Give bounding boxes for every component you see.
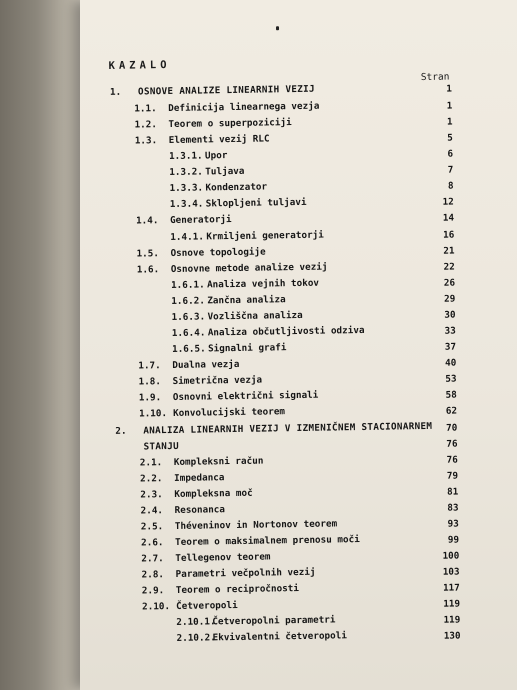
toc-entry-page: 40: [445, 357, 457, 369]
toc-entry-page: 29: [444, 293, 456, 305]
toc-entry-number: 1.2.: [134, 119, 157, 131]
toc-entry-title: Signalni grafi: [207, 342, 287, 355]
toc-entry-page: 26: [443, 277, 456, 289]
toc-entry-title: Simetrična vezja: [172, 374, 263, 387]
toc-entry-title: Osnove topologije: [170, 246, 266, 259]
toc-entry-page: 33: [444, 325, 456, 337]
toc-entry-title: Vozliščna analiza: [207, 309, 303, 323]
toc-entry-page: 30: [444, 309, 456, 321]
toc-entry-title: Tuljava: [205, 165, 245, 178]
toc-entry-title: Upor: [204, 150, 228, 162]
toc-entry-title: Tellegenov teorem: [175, 551, 271, 564]
toc-entry-title: Kompleksni račun: [173, 455, 264, 468]
toc-entry-title: Generatorji: [169, 214, 232, 227]
toc-entry-number: 1.3.4.: [169, 198, 204, 211]
toc-entry-number: 2.4.: [140, 505, 164, 517]
toc-entry-page: 8: [447, 180, 454, 192]
toc-entry-page: 14: [442, 212, 455, 224]
toc-entry-number: 2.10.1.: [176, 616, 216, 628]
toc-entry-title: Parametri večpolnih vezij: [175, 566, 316, 580]
toc-entry-title: Kondenzator: [205, 181, 268, 194]
toc-entry-title: Analiza vejnih tokov: [206, 277, 320, 291]
toc-entry-number: 1.9.: [138, 392, 162, 404]
toc-entry-page: 70: [446, 422, 458, 434]
toc-entry-page: 5: [447, 132, 453, 144]
toc-entry-title: Sklopljeni tuljavi: [205, 196, 307, 210]
toc-entry-title: Osnovni električni signali: [172, 389, 319, 403]
toc-entry-title: Konvolucijski teorem: [172, 406, 286, 419]
toc-entry-page: 21: [443, 245, 455, 257]
toc-entry-number: 1.6.1.: [170, 279, 205, 291]
toc-entry-number: 1.6.2.: [171, 295, 205, 307]
toc-entry-page: 117: [442, 582, 460, 594]
page-column-label: Stran: [420, 71, 450, 84]
toc-entry-page: 130: [443, 630, 461, 642]
toc-entry-title: Impedanca: [173, 472, 225, 484]
toc-entry-number: 1.6.3.: [171, 311, 206, 323]
toc-entry-number: 1.7.: [138, 360, 161, 372]
toc-entry-number: 1.4.: [135, 215, 159, 227]
toc-entry-number: 1.3.: [134, 135, 158, 147]
toc-entry-page: 79: [446, 470, 459, 482]
toc-entry-number: 1.1.: [134, 103, 157, 115]
toc-entry-number: 2.: [115, 425, 127, 437]
toc-entry-number: 1.3.3.: [169, 182, 204, 195]
page-title: KAZALO: [108, 58, 171, 72]
toc-entry-page: 6: [447, 148, 454, 160]
toc-entry-number: 2.10.: [142, 601, 171, 613]
toc-entry-title: Teorem o superpoziciji: [168, 117, 292, 131]
toc-entry-page: 22: [443, 261, 455, 273]
toc-entry-page: 7: [447, 164, 454, 176]
toc-entry-page: 83: [447, 502, 459, 514]
toc-entry-number: 1.6.4.: [171, 327, 206, 339]
toc-entry-page: 1: [446, 116, 453, 128]
toc-entry-title: STANJU: [143, 440, 180, 453]
toc-entry-number: 2.2.: [139, 473, 163, 485]
toc-entry-page: 37: [444, 341, 457, 353]
toc-entry-title: Osnovne metode analize vezij: [170, 261, 328, 275]
toc-entry-title: Ekvivalentni četveropoli: [212, 630, 348, 644]
toc-entry-page: 12: [442, 196, 454, 208]
ink-mark: [276, 26, 279, 30]
toc-entry-page: 119: [443, 598, 461, 610]
toc-entry-title: Definicija linearnega vezja: [168, 100, 320, 115]
toc-entry-number: 1.6.: [136, 264, 160, 276]
toc-entry-title: Četveropolni parametri: [212, 614, 336, 628]
toc-entry-page: 99: [447, 534, 460, 546]
toc-entry-title: Četveropoli: [176, 599, 238, 612]
page-content: [75, 0, 517, 690]
toc-entry-page: 93: [447, 518, 459, 530]
toc-entry-page: 16: [443, 229, 455, 241]
toc-entry-page: 100: [442, 550, 460, 562]
toc-entry-number: 2.7.: [141, 553, 164, 565]
toc-entry-title: Kompleksna moč: [174, 487, 253, 500]
toc-entry-page: 81: [447, 486, 459, 498]
toc-entry-number: 2.1.: [139, 457, 163, 469]
toc-entry-page: 103: [442, 566, 460, 578]
toc-entry-title: Dualna vezja: [172, 358, 240, 371]
toc-entry-number: 1.3.2.: [169, 166, 203, 179]
toc-entry-title: Teorem o maksimalnem prenosu moči: [175, 534, 360, 548]
toc-entry-page: 53: [445, 373, 457, 385]
toc-entry-number: 2.9.: [141, 585, 165, 597]
toc-entry-page: 1: [446, 83, 453, 95]
toc-entry-number: 1.6.5.: [171, 343, 206, 355]
toc-entry-page: 58: [445, 389, 457, 401]
document-page: [80, 0, 517, 690]
toc-entry-title: Resonanca: [174, 504, 226, 516]
toc-entry-number: 2.10.2.: [176, 632, 216, 644]
toc-entry-page: 76: [446, 438, 458, 450]
toc-entry-title: Teorem o recipročnosti: [175, 583, 300, 596]
toc-entry-number: 1.8.: [138, 376, 162, 388]
toc-entry-title: Théveninov in Nortonov teorem: [174, 518, 338, 532]
toc-entry-title: OSNOVE ANALIZE LINEARNIH VEZIJ: [137, 83, 315, 98]
toc-entry-title: Zančna analiza: [207, 294, 286, 307]
toc-entry-title: Elementi vezij RLC: [168, 133, 270, 147]
toc-entry-number: 2.3.: [140, 489, 163, 501]
toc-entry-number: 1.10.: [138, 408, 168, 420]
toc-entry-number: 1.3.1.: [168, 150, 203, 163]
toc-entry-page: 1: [446, 100, 453, 112]
facing-page-edge: [0, 0, 82, 690]
toc-entry-page: 119: [443, 614, 461, 626]
toc-entry-number: 1.: [109, 86, 122, 98]
toc-entry-page: 76: [446, 454, 458, 466]
toc-entry-number: 2.6.: [141, 537, 164, 549]
toc-entry-title: Krmiljeni generatorji: [206, 229, 324, 243]
toc-entry-title: ANALIZA LINEARNIH VEZIJ V IZMENIČNEM STACIONARNEM: [143, 420, 433, 437]
toc-entry-number: 1.4.1.: [170, 231, 204, 243]
toc-entry-number: 2.8.: [141, 569, 165, 581]
toc-entry-number: 1.5.: [136, 248, 160, 260]
toc-entry-number: 2.5.: [140, 521, 164, 533]
toc-entry-page: 62: [445, 405, 458, 417]
toc-entry-title: Analiza občutljivosti odziva: [207, 324, 365, 339]
